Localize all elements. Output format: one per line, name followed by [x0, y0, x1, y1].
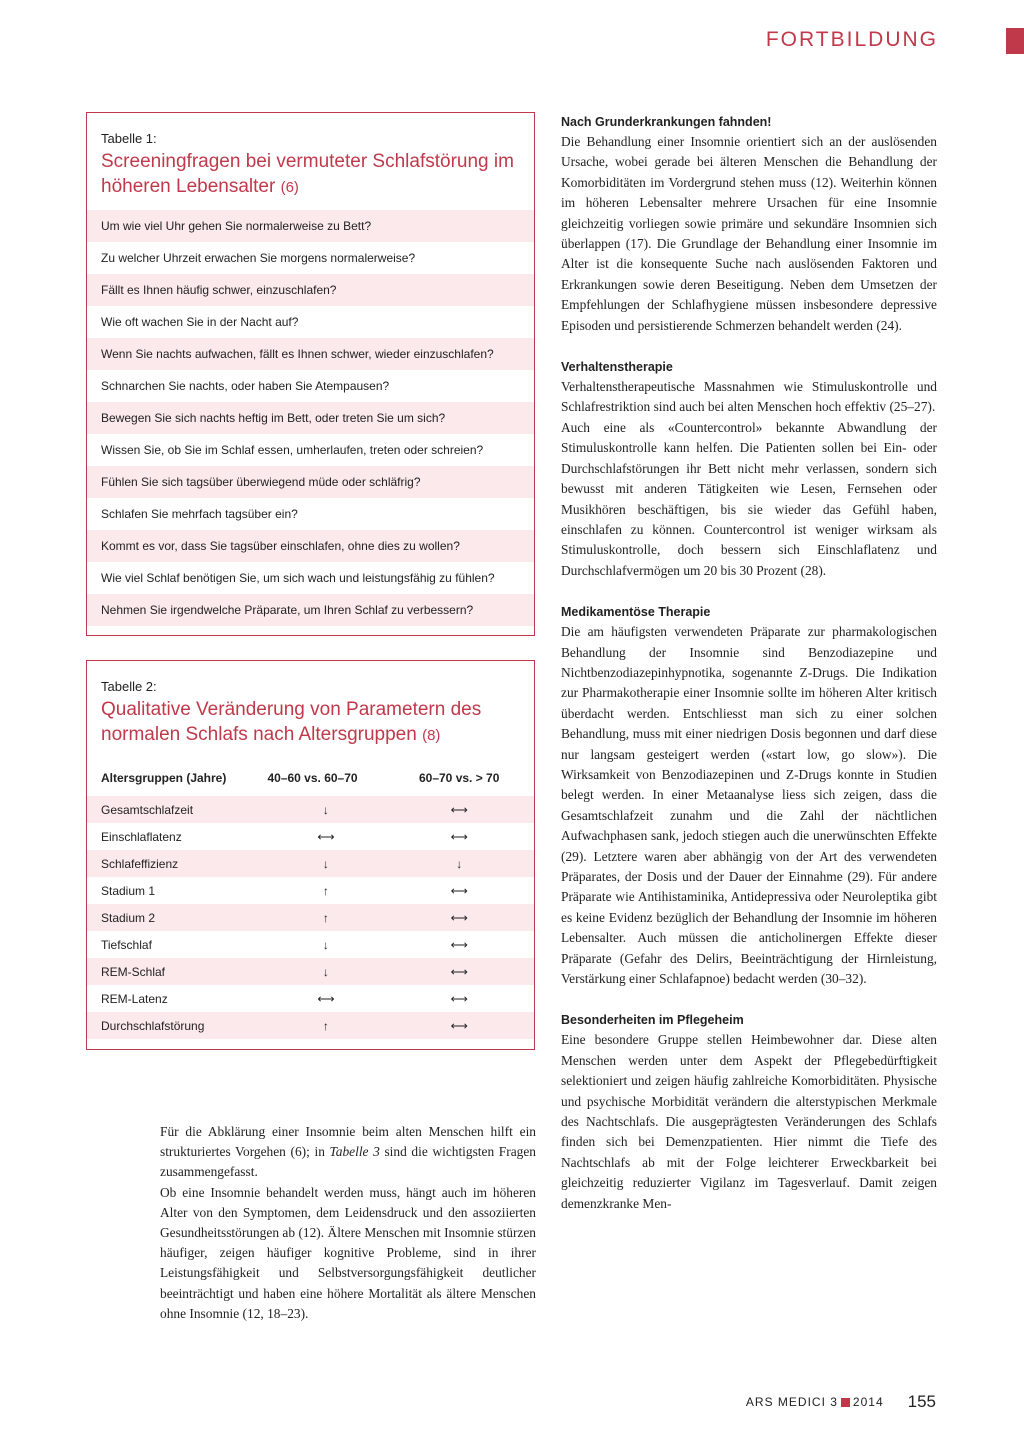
paragraph-verhaltenstherapie-1: Verhaltenstherapeutische Massnahmen wie Stimuluskontrolle und Schlafrestriktion sind auch bei alten Menschen hoch effektiv (25–27). [561, 379, 937, 415]
trend-40-60-vs-60-70: ↓ [322, 856, 329, 871]
table-2-row [87, 823, 534, 850]
table-2-header-row [87, 760, 534, 796]
heading-grunderkrankungen: Nach Grunderkrankungen fahnden! [561, 115, 772, 129]
parameter-name: Einschlaflatenz [101, 829, 182, 844]
table-1-rows [87, 210, 534, 626]
table-1-row: Wenn Sie nachts aufwachen, fällt es Ihnen schwer, wieder einzuschlafen? [87, 338, 534, 370]
parameter-name: Durchschlafstörung [101, 1018, 205, 1033]
trend-40-60-vs-60-70: ↓ [322, 802, 329, 817]
table-2-row [87, 850, 534, 877]
trend-60-70-vs-70plus: ⟷ [450, 829, 468, 844]
table-2-row [87, 904, 534, 931]
table-1-row: Schnarchen Sie nachts, oder haben Sie Atempausen? [101, 379, 390, 393]
parameter-name: REM-Latenz [101, 991, 168, 1006]
left-paragraph-1 [160, 1122, 536, 1183]
table-1-row: Fällt es Ihnen häufig schwer, einzuschlafen? [87, 274, 534, 306]
paragraph-grunderkrankungen: Die Behandlung einer Insomnie orientiert sich an der auslösenden Ursache, wobei gerade bei älteren Menschen die Behandlung der Komorbiditäten im Vordergrund stehen muss (12). Weiterhin können im höheren Lebensalter mehrere Ursachen für eine Insomnie gleichzeitig vorliegen sowie primäre und sekundäre Insomnien sich überlappen (17). Die Grundlage der Behandlung einer Insomnie im Alter ist die konsequente Suche nach auslösenden Faktoren und Erkrankungen sowie deren Beseitigung. Neben dem Umsetzen der Empfehlungen der Schlafhygiene müssen insbesondere depressive Episoden und persistierende Schmerzen behandelt werden (24). [561, 134, 937, 333]
trend-60-70-vs-70plus: ⟷ [450, 937, 468, 952]
left-column-text [160, 1122, 536, 1324]
paragraph-pflegeheim: Eine besondere Gruppe stellen Heimbewohner dar. Diese alten Menschen werden unter dem Aspekt der Pflegebedürftigkeit selektioniert und zeigen häufig zahlreiche Komorbiditäten. Physische und psychische Morbidität verändern die alterstypischen Merkmale des Nachtschlafs. Die ausgeprägtesten Veränderungen des Schlafs finden sich bei Demenzpatienten. Hier nimmt die Tiefe des Nachtschlafs ab mit der Folge leichterer Erweckbarkeit bei gleichzeitig reduzierter Vigilanz im Tagesverlauf. Damit zeigen demenzkranke Men- [561, 1032, 937, 1211]
heading-pflegeheim: Besonderheiten im Pflegeheim [561, 1013, 744, 1028]
parameter-name: Stadium 1 [101, 883, 156, 898]
journal-year: 2014 [852, 1395, 884, 1409]
trend-40-60-vs-60-70: ↑ [322, 910, 329, 925]
table-1-row: Nehmen Sie irgendwelche Präparate, um Ihren Schlaf zu verbessern? [87, 594, 534, 626]
heading-medikamentoese-therapie: Medikamentöse Therapie [561, 605, 711, 620]
trend-40-60-vs-60-70: ↓ [322, 964, 329, 979]
trend-60-70-vs-70plus: ↓ [456, 856, 463, 871]
trend-40-60-vs-60-70: ⟷ [317, 991, 335, 1006]
table-2-row [87, 796, 534, 823]
table-1-label: Tabelle 1: [101, 131, 157, 146]
table-1-row: Kommt es vor, dass Sie tagsüber einschlafen, ohne dies zu wollen? [87, 530, 534, 562]
heading-verhaltenstherapie: Verhaltenstherapie [561, 360, 673, 375]
table-2-row [87, 931, 534, 958]
parameter-name: Gesamtschlafzeit [101, 802, 194, 817]
trend-60-70-vs-70plus: ⟷ [450, 802, 468, 817]
table-1-row: Schlafen Sie mehrfach tagsüber ein? [101, 507, 298, 521]
parameter-name: Tiefschlaf [101, 937, 152, 952]
trend-40-60-vs-60-70: ⟷ [317, 829, 335, 844]
left-p1-a: Für die Abklärung einer Insomnie beim alten Menschen hilft ein strukturiertes Vorgehen (6); in [160, 1124, 536, 1160]
table-2-row [87, 877, 534, 904]
table-2-header-col1: 40–60 vs. 60–70 [267, 771, 358, 785]
table-2 [86, 660, 535, 1050]
table-2-row [87, 958, 534, 985]
table-1-row: Wie oft wachen Sie in der Nacht auf? [101, 315, 299, 329]
trend-60-70-vs-70plus: ⟷ [450, 883, 468, 898]
page-number: 155 [907, 1392, 936, 1411]
table-2-rows [87, 796, 534, 1039]
table-2-label: Tabelle 2: [101, 679, 157, 694]
left-p1-b: sind die wichtigsten Fragen zusammengefasst. [160, 1144, 536, 1180]
trend-60-70-vs-70plus: ⟷ [450, 991, 468, 1006]
table-2-row [87, 985, 534, 1012]
table-1-row: Bewegen Sie sich nachts heftig im Bett, oder treten Sie um sich? [87, 402, 534, 434]
table-1-ref: (6) [280, 179, 299, 196]
table-2-header-col2: 60–70 vs. > 70 [418, 771, 500, 785]
left-p1-em: Tabelle 3 [329, 1144, 380, 1160]
right-column-text [561, 112, 937, 1214]
trend-40-60-vs-60-70: ↑ [322, 883, 329, 898]
table-1-title-text: Screeningfragen bei vermuteter Schlafstörung im höheren Lebensalter [101, 151, 514, 197]
table-1-row: Wie viel Schlaf benötigen Sie, um sich wach und leistungsfähig zu fühlen? [101, 571, 495, 585]
parameter-name: Schlafeffizienz [101, 856, 179, 871]
table-1-row: Zu welcher Uhrzeit erwachen Sie morgens normalerweise? [101, 251, 416, 265]
section-marker [1006, 28, 1024, 54]
trend-40-60-vs-60-70: ↓ [322, 937, 329, 952]
paragraph-medikamentoese-therapie: Die am häufigsten verwendeten Präparate zur pharmakologischen Behandlung der Insomnie sind Benzodiazepine und Nichtbenzodiazepinhypnotika, sogenannte Z-Drugs. Die Indikation zur Pharmakotherapie einer Insomnie sollte im höheren Alter kritisch überdacht werden. Entschliesst man sich zu einer solchen Behandlung, muss mit einer niedrigen Dosis begonnen und darf diese nur langsam gesteigert werden («start low, go slow»). Die Wirksamkeit von Benzodiazepinen und Z-Drugs konnte in Studien belegt werden. In einer Metaanalyse liess sich zeigen, dass die Gesamtschlafzeit zunahm und die Zahl der nächtlichen Aufwachphasen sank, jedoch stiegen auch die unerwünschten Effekte (29). Letztere waren aber abhängig von der Art des verwendeten Präparates, der Dosis und der Dauer der Einnahme (29). Für andere Präparate wie Antihistaminika, Antidepressiva oder Neuroleptika gibt es keine Evidenz bezüglich der Behandlung der Insomnie im höheren Lebensalter. Auch müssen die anticholinergen Effekte dieser Präparate (Gefahr des Delirs, Beeinträchtigung der Hirnleistung, Verstärkung einer Schlafapnoe) bedacht werden (30–32). [561, 624, 937, 987]
table-2-header-age: Altersgruppen (Jahre) [101, 771, 227, 785]
table-1-row: Um wie viel Uhr gehen Sie normalerweise zu Bett? [87, 210, 534, 242]
trend-40-60-vs-60-70: ↑ [322, 1018, 329, 1033]
page-footer [746, 1392, 936, 1412]
parameter-name: REM-Schlaf [101, 964, 166, 979]
table-2-row [87, 1012, 534, 1039]
table-2-title [101, 697, 520, 748]
table-1-title [101, 149, 520, 200]
table-2-title-text: Qualitative Veränderung von Parametern des normalen Schlafs nach Altersgruppen [101, 699, 482, 745]
trend-60-70-vs-70plus: ⟷ [450, 910, 468, 925]
trend-60-70-vs-70plus: ⟷ [450, 964, 468, 979]
table-1-row: Wissen Sie, ob Sie im Schlaf essen, umherlaufen, treten oder schreien? [101, 443, 484, 457]
trend-60-70-vs-70plus: ⟷ [450, 1018, 468, 1033]
left-paragraph-2: Ob eine Insomnie behandelt werden muss, hängt auch im höheren Alter von den Symptomen, dem Leidensdruck und den assoziierten Gesundheitsstörungen ab (12). Ältere Menschen mit Insomnie stürzen häufiger, zeigen häufiger kognitive Probleme, sind in ihrer Leistungsfähigkeit und Selbstversorgungsfähigkeit deutlicher beeinträchtigt und haben eine höhere Mortalität als ältere Menschen ohne Insomnie (12, 18–23). [160, 1184, 536, 1321]
table-1-row: Fühlen Sie sich tagsüber überwiegend müde oder schläfrig? [87, 466, 534, 498]
table-2-ref: (8) [422, 727, 441, 744]
paragraph-verhaltenstherapie-2: Auch eine als «Countercontrol» bekannte Abwandlung der Stimuluskontrolle kann helfen. Die Patienten sollen bei Ein- oder Durchschlafstörungen ihr Bett nicht mehr verlassen, sondern sich bewusst mit anderen Tätigkeiten wie Lesen, Fernsehen oder Musikhören beschäftigen, bis sie wieder das Gefühl haben, einschlafen zu können. Countercontrol ist weniger wirksam als Stimuluskontrolle, doch bessern sich Einschlaflatenz und Durchschlafvermögen um 20 bis 30 Prozent (28). [561, 419, 937, 578]
parameter-name: Stadium 2 [101, 910, 156, 925]
journal-name: ARS MEDICI 3 [745, 1395, 838, 1409]
footer-marker [841, 1398, 850, 1407]
section-title: FORTBILDUNG [765, 28, 938, 51]
table-1 [86, 112, 535, 636]
